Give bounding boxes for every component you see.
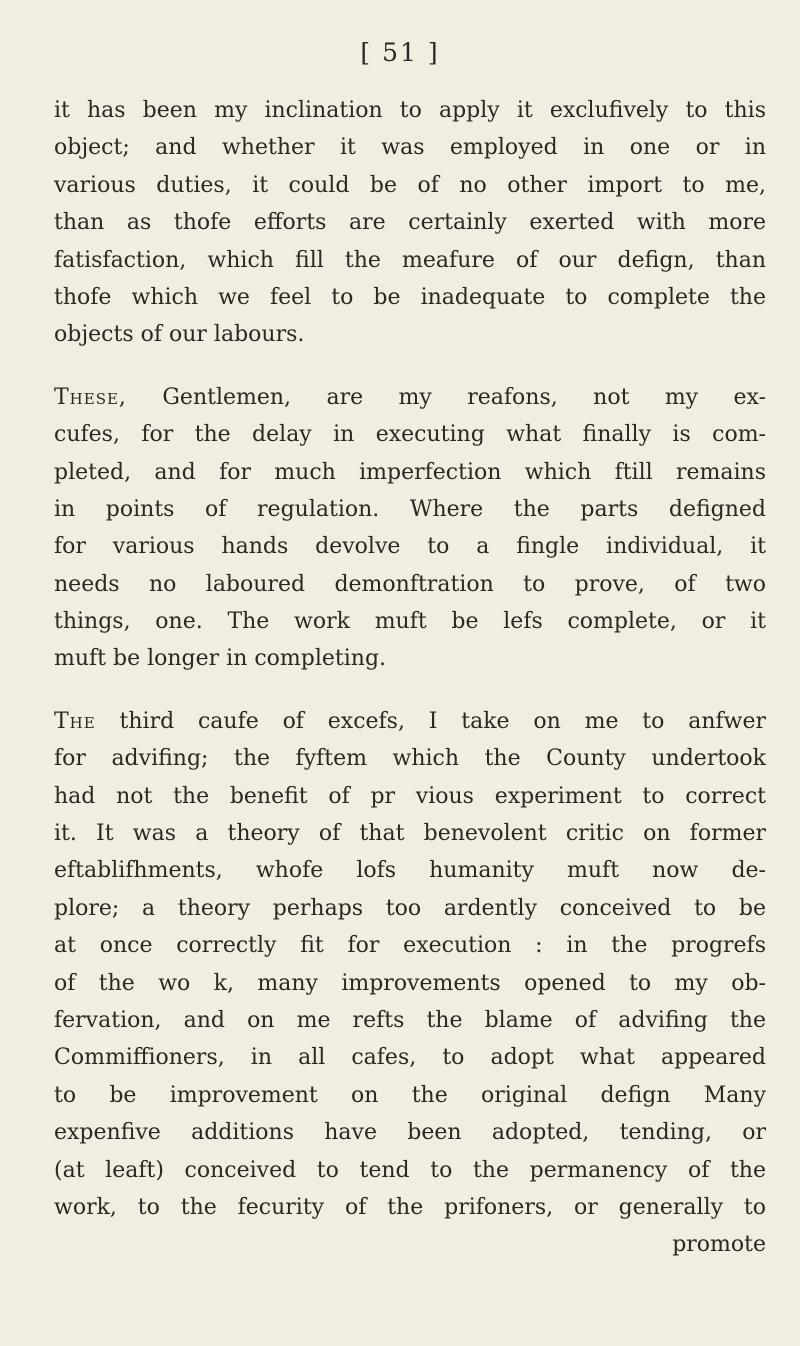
text-line: at once correctly fit for execution : in the progrefs xyxy=(54,933,766,959)
text-line xyxy=(54,703,766,740)
text-line: fervation, and on me refts the blame of advifing the xyxy=(54,1007,766,1033)
text-line: pleted, and for much imperfection which ftill remains xyxy=(54,459,766,485)
text-line-rest: third caufe of excefs, I take on me to anfwer xyxy=(95,708,766,734)
text-line: it. It was a theory of that benevolent critic on former xyxy=(54,821,766,847)
text-line-rest: Gentlemen, are my reafons, not my ex- xyxy=(126,384,766,410)
text-line: had not the benefit of pr vious experiment to correct xyxy=(54,783,766,809)
text-line: fatisfaction, which fill the meafure of our defign, than xyxy=(54,247,766,273)
catchword: promote xyxy=(672,1232,766,1258)
text-line: plore; a theory perhaps too ardently conceived to be xyxy=(54,895,766,921)
text-line: various duties, it could be of no other import to me, xyxy=(54,172,766,198)
text-line: it has been my inclination to apply it exclufively to this xyxy=(54,98,766,123)
paragraph-lead-word: These, xyxy=(54,384,127,410)
text-line: (at leaft) conceived to tend to the permanency of the xyxy=(54,1157,766,1183)
text-line: Commiffioners, in all cafes, to adopt what appeared xyxy=(54,1045,766,1071)
text-line: cufes, for the delay in executing what finally is com- xyxy=(54,422,766,448)
paragraph-3 xyxy=(54,703,766,1226)
text-line: object; and whether it was employed in one or in xyxy=(54,135,766,161)
paragraph-2 xyxy=(54,379,766,678)
text-line: for advifing; the fyftem which the County undertook xyxy=(54,746,766,772)
text-line: muft be longer in completing. xyxy=(54,646,387,672)
text-line: to be improvement on the original defign Many xyxy=(54,1082,766,1108)
text-line: of the wo k, many improvements opened to my ob- xyxy=(54,970,766,996)
body-text xyxy=(54,92,766,1264)
paragraph-1 xyxy=(54,92,766,354)
text-line: in points of regulation. Where the parts defigned xyxy=(54,496,766,522)
text-line xyxy=(54,379,766,416)
paragraph-lead-word: The xyxy=(54,708,96,734)
text-line: needs no laboured demonftration to prove, of two xyxy=(54,571,766,597)
text-line: eftablifhments, whofe lofs humanity muft now de- xyxy=(54,858,766,884)
page-number: [ 51 ] xyxy=(360,38,440,67)
text-line: work, to the fecurity of the prifoners, or generally to xyxy=(54,1194,766,1220)
text-line: thofe which we feel to be inadequate to complete the xyxy=(54,284,766,310)
text-line: for various hands devolve to a fingle individual, it xyxy=(54,534,766,560)
text-line: objects of our labours. xyxy=(54,322,305,348)
text-line: than as thofe efforts are certainly exerted with more xyxy=(54,210,766,236)
text-line: expenfive additions have been adopted, tending, or xyxy=(54,1120,766,1146)
text-line: things, one. The work muft be lefs complete, or it xyxy=(54,609,766,635)
